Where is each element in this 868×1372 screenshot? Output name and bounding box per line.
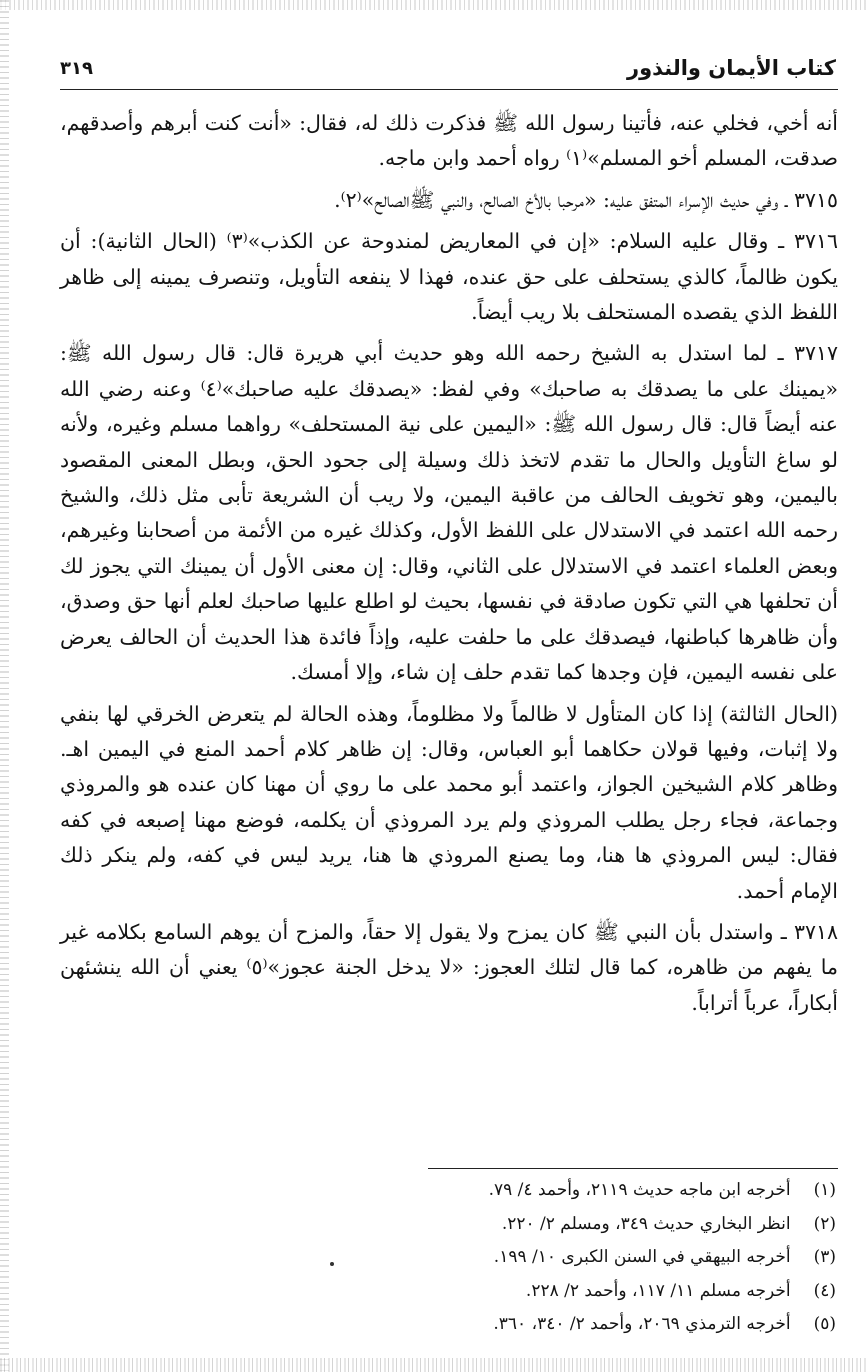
paragraph: ٣٧١٦ ـ وقال عليه السلام: «إن في المعاريض لمندوحة عن الكذب»⁽٣⁾ (الحال الثانية): أن يكون ظالماً، كالذي يستحلف على حق عنده، فهذا لا ينفعه التأويل، وتنصرف يمينه إلى ظاهر اللفظ الذي يقصده المستحلف بلا ريب أيضاً.: [60, 229, 839, 325]
paragraph: ٣٧١٨ ـ واستدل بأن النبي ﷺ كان يمزح ولا يقول إلا حقاً، والمزح أن يوهم السامع بكلامه غير ما يفهم من ظاهره، كما قال لتلك العجوز: «لا يدخل الجنة عجوز»⁽٥⁾ يعني أن الله ينشئهن أبكاراً، عرباً أتراباً.: [60, 919, 838, 1015]
footnote-number: (٢): [813, 1213, 836, 1234]
footnote-number: (٤): [813, 1280, 836, 1301]
footnote-text: أخرجه البيهقي في السنن الكبرى ١٠/ ١٩٩.: [493, 1247, 791, 1268]
footnote: [136, 1208, 836, 1242]
scan-edge-bottom: [0, 1358, 868, 1372]
footnote: [136, 1275, 836, 1309]
footnote-number: (٣): [813, 1247, 836, 1268]
ink-speck: [330, 1262, 334, 1266]
paragraph: أنه أخي، فخلي عنه، فأتينا رسول الله ﷺ فذكرت ذلك له، فقال: «أنت كنت أبرهم وأصدقهم، صدقت، المسلم أخو المسلم»⁽١⁾ رواه أحمد وابن ماجه.: [60, 111, 838, 171]
scan-edge-top: [0, 0, 868, 10]
footnote-text: أخرجه ابن ماجه حديث ٢١١٩، وأحمد ٤/ ٧٩.: [488, 1180, 791, 1200]
scan-edge-left: [0, 0, 9, 1372]
running-title: كتاب الأيمان والنذور: [627, 56, 836, 80]
footnote-separator: [428, 1168, 838, 1169]
footnote-number: (٥): [813, 1314, 836, 1335]
footnote: [136, 1174, 836, 1208]
footnote-text: أخرجه الترمذي ٢٠٦٩، وأحمد ٢/ ٣٤٠، ٣٦٠.: [493, 1314, 791, 1335]
footnotes: [136, 1174, 836, 1342]
footnote: [136, 1241, 836, 1275]
footnote-text: انظر البخاري حديث ٣٤٩، ومسلم ٢/ ٢٢٠.: [501, 1213, 791, 1234]
paragraph: ٣٧١٧ ـ لما استدل به الشيخ رحمه الله وهو حديث أبي هريرة قال: قال رسول الله ﷺ: «يمينك على ما يصدقك به صاحبك» وفي لفظ: «يصدقك عليه صاحبك»⁽٤⁾ وعنه رضي الله عنه أيضاً قال: قال رسول الله ﷺ: «اليمين على نية المستحلف» رواهما مسلم وغيره، ولأنه لو ساغ التأويل والحال ما تقدم لاتخذ ذلك وسيلة إلى جحود الحق، وبطل المعنى المقصود باليمين، وهو تخويف الحالف من عاقبة اليمين، ولا ريب أن الشريعة تأبى مثل ذلك، والشيخ رحمه الله اعتمد في الاستدلال على اللفظ الأول، وكذلك غيره من الأئمة من أصحابنا وغيرهم، وبعض العلماء اعتمد في الاستدلال على الثاني، وقال: إن معنى الأول أن يمينك التي يجوز لك أن تحلفها هي التي تكون صادقة في نفسها، بحيث لو اطلع عليها صاحبك لعلم أنها حق وصدق، وأن ظاهرها كباطنها، فيصدقك على ما حلفت عليه، وإذاً فائدة هذا الحديث أن الحالف يعرض على نفسه اليمين، فإن وجدها كما تقدم حلف إن شاء، وإلا أمسك.: [60, 341, 838, 685]
footnote-text: أخرجه مسلم ١١/ ١١٧، وأحمد ٢/ ٢٢٨.: [525, 1280, 791, 1301]
page-header: [60, 52, 836, 88]
page-number: ٣١٩: [60, 58, 93, 79]
footnote: [136, 1308, 836, 1342]
paragraph: (الحال الثالثة) إذا كان المتأول لا ظالماً ولا مظلوماً، وهذه الحالة لم يتعرض الخرقي لها بنفي ولا إثبات، وفيها قولان حكاهما أبو العباس، وقال: إن ظاهر كلام أحمد المنع في اليمين اهـ. وظاهر كلام الشيخين الجواز، واعتمد أبو محمد على ما روي أن مهنا كان عنده هو والمروذي وجماعة، فجاء رجل يطلب المروذي ولم يرد المروذي أن يكلمه، فوضع مهنا إصبعه في كفه فقال: ليس المروذي ها هنا، وما يصنع المروذي ها هنا، يريد ليس في كفه، ولم ينكر ذلك الإمام أحمد.: [60, 701, 838, 903]
main-text: [60, 106, 838, 1021]
footnote-number: (١): [813, 1180, 836, 1200]
paragraph: ٣٧١٥ ـ وفي حديث الإسراء المتفق عليه: «مرحبا بالأخ الصالح، والنبي ﷺالصالح»⁽٢⁾.: [334, 187, 838, 212]
header-rule: [60, 89, 838, 90]
